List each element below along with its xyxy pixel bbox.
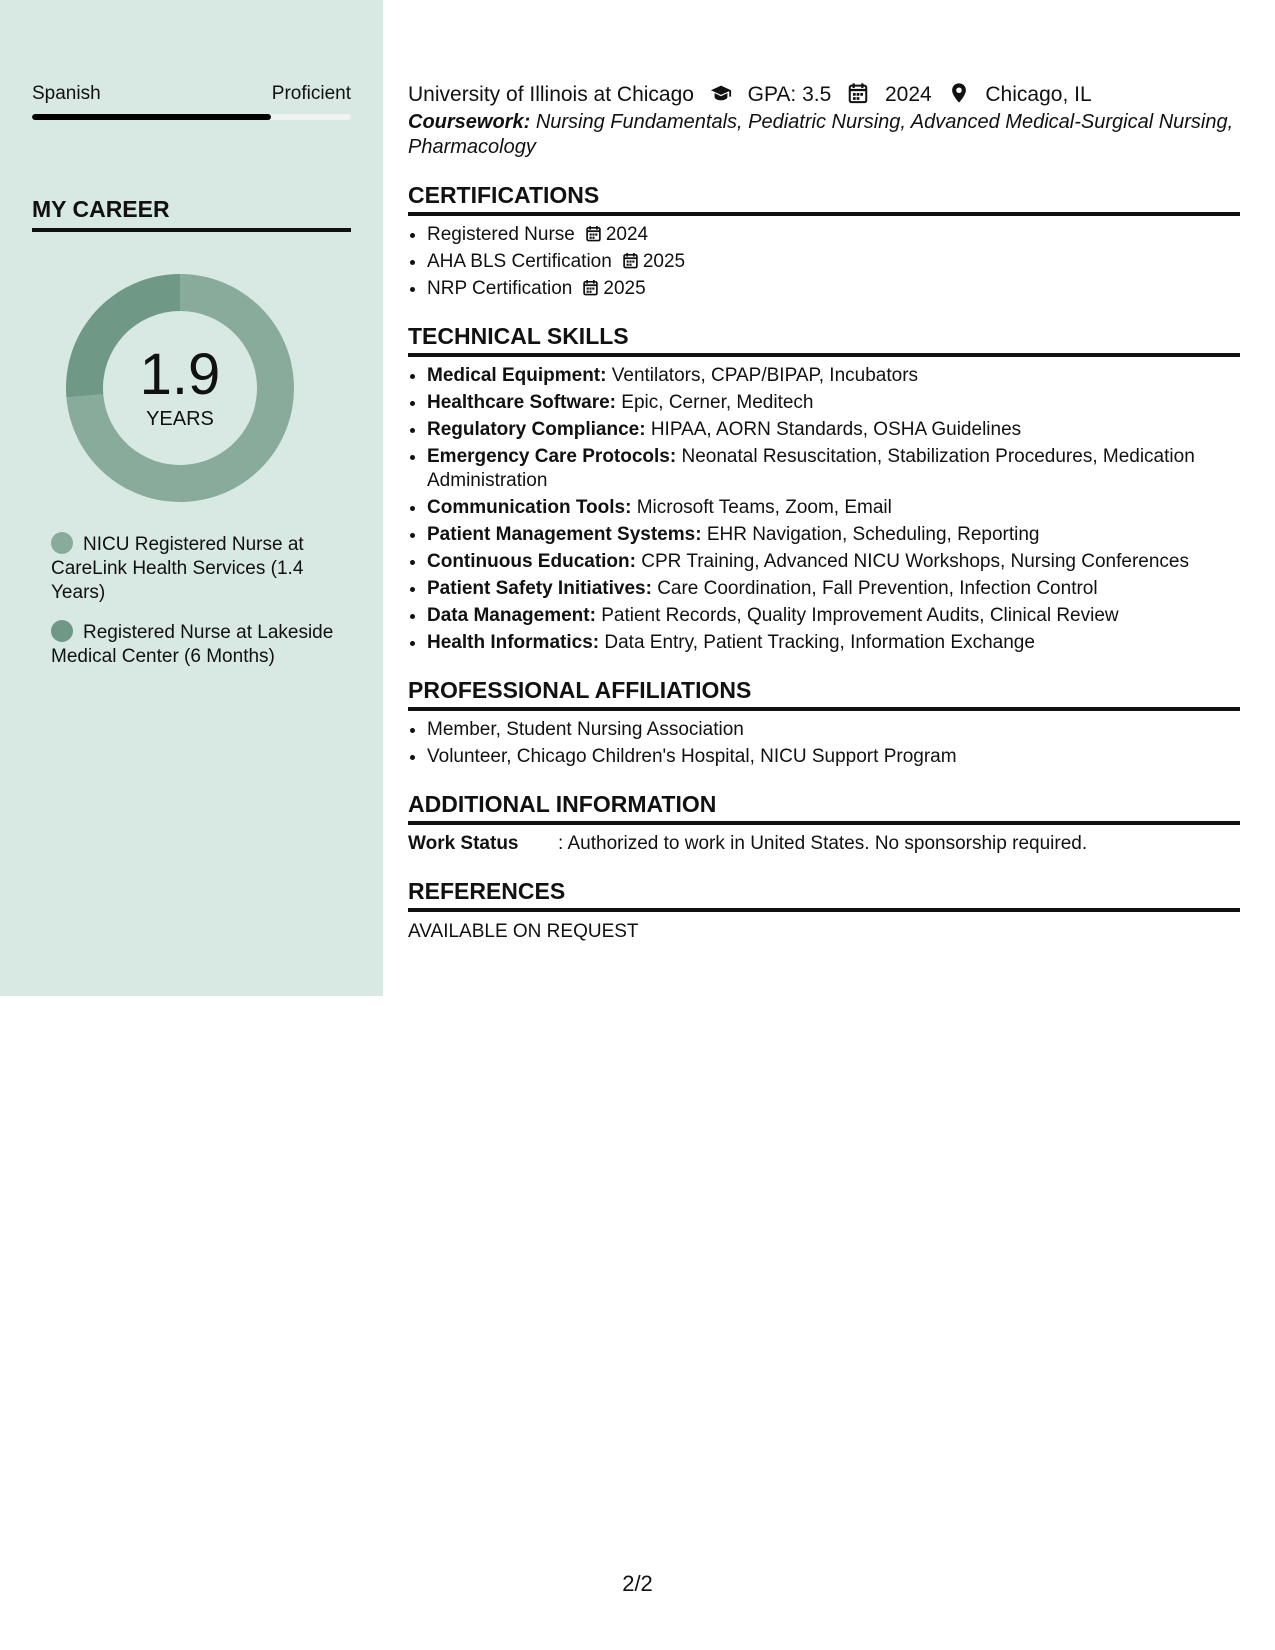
skill-item <box>427 445 1240 493</box>
career-donut-chart <box>66 274 294 502</box>
school-location: Chicago, IL <box>985 83 1092 106</box>
career-total-unit: YEARS <box>146 408 214 430</box>
skill-label: Regulatory Compliance: <box>427 419 646 440</box>
skill-value: HIPAA, AORN Standards, OSHA Guidelines <box>650 419 1022 440</box>
certification-item <box>427 223 1240 247</box>
coursework <box>408 110 1240 160</box>
main-content <box>408 80 1240 944</box>
additional-info-section <box>408 789 1240 856</box>
skill-label: Patient Management Systems: <box>427 524 702 545</box>
skill-value: Care Coordination, Fall Prevention, Infection Control <box>657 578 1098 599</box>
language-name: Spanish <box>32 83 101 104</box>
sidebar <box>0 0 383 996</box>
skill-item <box>427 604 1240 628</box>
skill-value: CPR Training, Advanced NICU Workshops, Nursing Conferences <box>641 551 1189 572</box>
graduation-year: 2024 <box>884 83 932 106</box>
skill-label: Healthcare Software: <box>427 392 617 413</box>
certifications-section <box>408 180 1240 301</box>
skill-label: Medical Equipment: <box>427 365 607 386</box>
language-level: Proficient <box>271 83 351 104</box>
education-line <box>408 80 1240 110</box>
skill-item <box>427 496 1240 520</box>
additional-info-title: ADDITIONAL INFORMATION <box>408 789 1240 825</box>
skill-item <box>427 577 1240 601</box>
language-skill-row <box>32 82 351 122</box>
work-status-value: : Authorized to work in United States. No sponsorship required. <box>558 833 1088 854</box>
skill-label: Patient Safety Initiatives: <box>427 578 652 599</box>
calendar-icon <box>585 225 602 242</box>
certification-year: 2025 <box>603 278 646 299</box>
skill-item <box>427 631 1240 655</box>
career-legend-item <box>51 532 351 605</box>
career-section-title: MY CAREER <box>32 194 351 232</box>
certification-name: AHA BLS Certification <box>427 251 612 272</box>
affiliation-item: • Volunteer, Chicago Children's Hospital, NICU Support Program <box>427 745 1240 769</box>
page-number: 2/2 <box>622 1571 653 1596</box>
skill-label: Communication Tools: <box>427 497 632 518</box>
technical-skills-list <box>408 364 1240 655</box>
coursework-label: Coursework: <box>408 111 531 133</box>
calendar-icon <box>847 82 869 104</box>
skill-label: Health Informatics: <box>427 632 600 653</box>
career-legend-label: NICU Registered Nurse at CareLink Health Services (1.4 Years) <box>51 534 304 603</box>
career-legend <box>51 532 351 684</box>
skill-item <box>427 550 1240 574</box>
affiliation-item: • Member, Student Nursing Association <box>427 718 1240 742</box>
work-status-row <box>408 832 1240 856</box>
skill-item <box>427 523 1240 547</box>
certification-item <box>427 250 1240 274</box>
skill-item <box>427 364 1240 388</box>
certification-year: 2024 <box>605 224 649 245</box>
graduation-cap-icon <box>710 82 732 104</box>
skill-value: Ventilators, CPAP/BIPAP, Incubators <box>611 365 919 386</box>
certifications-list <box>408 223 1240 301</box>
certification-name: NRP Certification <box>427 278 573 299</box>
technical-skills-title: TECHNICAL SKILLS <box>408 321 1240 357</box>
language-proficiency-bar <box>32 114 351 120</box>
skill-value: Neonatal Resuscitation, Stabilization Procedures, Medication Administration <box>427 446 1195 491</box>
career-legend-label: Registered Nurse at Lakeside Medical Center (6 Months) <box>51 622 334 667</box>
skill-value: Data Entry, Patient Tracking, Information Exchange <box>604 632 1035 653</box>
skill-value: Patient Records, Quality Improvement Audits, Clinical Review <box>601 605 1119 626</box>
skill-value: Epic, Cerner, Meditech <box>621 392 814 413</box>
certifications-title: CERTIFICATIONS <box>408 180 1240 216</box>
career-legend-item <box>51 620 351 669</box>
skill-value: EHR Navigation, Scheduling, Reporting <box>706 524 1040 545</box>
career-total-value: 1.9 <box>139 342 221 407</box>
school-name: University of Illinois at Chicago <box>408 83 694 106</box>
location-pin-icon <box>948 82 970 104</box>
references-text: AVAILABLE ON REQUEST <box>408 921 639 942</box>
affiliations-title: PROFESSIONAL AFFILIATIONS <box>408 675 1240 711</box>
technical-skills-section <box>408 321 1240 655</box>
skill-item <box>427 418 1240 442</box>
references-section <box>408 876 1240 944</box>
skill-value: Microsoft Teams, Zoom, Email <box>636 497 892 518</box>
calendar-icon <box>582 279 599 296</box>
certification-year: 2025 <box>642 251 686 272</box>
career-legend-dot <box>51 532 73 554</box>
language-proficiency-fill <box>32 114 271 120</box>
affiliations-section <box>408 675 1240 769</box>
calendar-icon <box>622 252 639 269</box>
certification-name: Registered Nurse <box>427 224 575 245</box>
skill-label: Emergency Care Protocols: <box>427 446 677 467</box>
gpa-value: GPA: 3.5 <box>747 83 832 106</box>
references-title: REFERENCES <box>408 876 1240 912</box>
coursework-list: Nursing Fundamentals, Pediatric Nursing, Advanced Medical-Surgical Nursing, Pharmacology <box>408 111 1234 158</box>
certification-item <box>427 277 1240 301</box>
skill-label: Continuous Education: <box>427 551 636 572</box>
affiliations-list <box>408 718 1240 769</box>
skill-item <box>427 391 1240 415</box>
skill-label: Data Management: <box>427 605 596 626</box>
work-status-label: Work Status <box>408 833 519 854</box>
career-legend-dot <box>51 620 73 642</box>
